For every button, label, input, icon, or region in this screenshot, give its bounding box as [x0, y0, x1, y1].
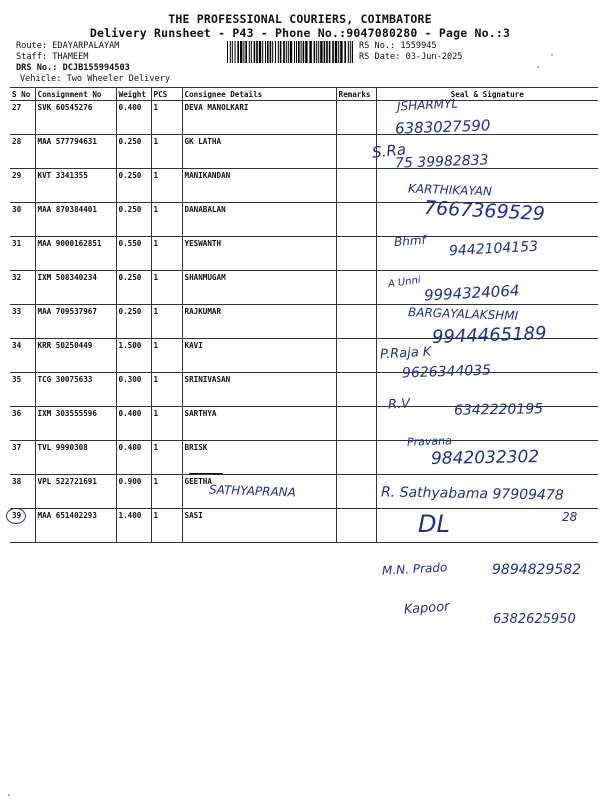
table-row [10, 101, 598, 135]
cell-weight: 0.250 [116, 305, 151, 339]
handwritten-phone: 9842032302 [430, 447, 540, 469]
cell-consignee: MANIKANDAN [182, 169, 336, 203]
cell-sno: 34 [10, 339, 35, 373]
cell-consignee: RAJKUMAR [182, 305, 336, 339]
handwritten-signature: JSHARMYL [396, 96, 459, 114]
cell-consignment: MAA 709537967 [35, 305, 116, 339]
cell-sno: 36 [10, 407, 35, 441]
handwritten-phone: 28 [562, 510, 578, 524]
handwritten-signature: R.V [387, 396, 411, 413]
cell-remarks [336, 169, 376, 203]
cell-pcs: 1 [151, 271, 182, 305]
cell-consignment: VPL 522721691 [35, 475, 116, 509]
handwritten-signature: DL [418, 510, 450, 538]
cell-pcs: 1 [151, 509, 182, 543]
header-consignee: Consignee Details [182, 88, 336, 101]
header-weight: Weight [116, 88, 151, 101]
cell-pcs: 1 [151, 203, 182, 237]
cell-sno: 32 [10, 271, 35, 305]
cell-pcs: 1 [151, 373, 182, 407]
cell-consignee: GEETHA [182, 475, 336, 509]
cell-weight: 0.250 [116, 135, 151, 169]
cell-remarks [336, 101, 376, 135]
scan-speck [8, 794, 10, 796]
cell-weight: 1.500 [116, 339, 151, 373]
cell-pcs: 1 [151, 441, 182, 475]
header-pcs: PCS [151, 88, 182, 101]
cell-remarks [336, 271, 376, 305]
cell-consignee: DANABALAN [182, 203, 336, 237]
cell-consignment: TVL 9990308 [35, 441, 116, 475]
header-consignment: Consignment No [35, 88, 116, 101]
handwritten-signature: S.Ra [371, 140, 407, 162]
handwritten-signature: M.N. Prado [381, 560, 448, 578]
cell-remarks [336, 441, 376, 475]
staff-label: Staff: THAMEEM [16, 52, 89, 62]
cell-remarks [336, 203, 376, 237]
rs-date: RS Date: 03-Jun-2025 [359, 52, 463, 62]
handwritten-phone: 75 39982833 [394, 152, 489, 172]
header-remarks: Remarks [336, 88, 376, 101]
cell-remarks [336, 339, 376, 373]
table-header-row [10, 88, 598, 101]
cell-pcs: 1 [151, 169, 182, 203]
cell-remarks [336, 305, 376, 339]
handwritten-phone: 6342220195 [453, 401, 544, 419]
cell-remarks [336, 135, 376, 169]
strike-through-mark [189, 473, 223, 474]
cell-pcs: 1 [151, 101, 182, 135]
handwritten-phone: 6382625950 [493, 612, 576, 627]
cell-weight: 0.400 [116, 441, 151, 475]
cell-consignee: SASI [182, 509, 336, 543]
handwritten-signature: Bhmf [393, 232, 427, 250]
handwritten-signature: A Unni [387, 274, 422, 291]
scan-speck [551, 54, 553, 56]
vehicle-label: Vehicle: Two Wheeler Delivery [20, 74, 171, 84]
cell-consignment: MAA 9000162851 [35, 237, 116, 271]
cell-consignee: BRISK [182, 441, 336, 475]
cell-pcs: 1 [151, 135, 182, 169]
handwritten-signature: Pravana [406, 434, 453, 449]
handwritten-phone: 6383027590 [394, 116, 491, 138]
cell-consignment: TCG 30075633 [35, 373, 116, 407]
cell-consignee: GK LATHA [182, 135, 336, 169]
cell-weight: 0.250 [116, 169, 151, 203]
cell-consignment: MAA 870384401 [35, 203, 116, 237]
cell-sno: 37 [10, 441, 35, 475]
cell-remarks [336, 373, 376, 407]
table-row [10, 135, 598, 169]
handwritten-signature: R. Sathyabama 97909478 [380, 484, 564, 504]
cell-weight: 0.300 [116, 373, 151, 407]
cell-weight: 0.250 [116, 203, 151, 237]
circle-mark [6, 508, 26, 524]
drs-label: DRS No.: DCJB155994503 [16, 63, 130, 73]
cell-consignment: IXM 508340234 [35, 271, 116, 305]
cell-pcs: 1 [151, 339, 182, 373]
cell-sno: 27 [10, 101, 35, 135]
cell-sno: 31 [10, 237, 35, 271]
cell-sno: 28 [10, 135, 35, 169]
cell-consignment: MAA 577794631 [35, 135, 116, 169]
cell-pcs: 1 [151, 407, 182, 441]
cell-sno: 29 [10, 169, 35, 203]
route-label: Route: EDAYARPALAYAM [16, 41, 120, 51]
handwritten-phone: 9626344035 [401, 362, 492, 382]
handwritten-phone: 9994324064 [423, 281, 520, 305]
cell-weight: 0.250 [116, 271, 151, 305]
cell-sno: 35 [10, 373, 35, 407]
cell-remarks [336, 509, 376, 543]
handwritten-phone: 9894829582 [492, 562, 582, 578]
handwritten-signature: P.Raja K [379, 344, 432, 363]
cell-sno: 38 [10, 475, 35, 509]
handwritten-phone: 7667369529 [423, 196, 546, 226]
header-sno: S No [10, 88, 35, 101]
cell-weight: 0.400 [116, 407, 151, 441]
cell-remarks [336, 407, 376, 441]
cell-consignment: SVK 60545276 [35, 101, 116, 135]
cell-weight: 0.400 [116, 101, 151, 135]
cell-weight: 0.900 [116, 475, 151, 509]
cell-consignee: DEVA MANOLKARI [182, 101, 336, 135]
cell-sno: 33 [10, 305, 35, 339]
cell-sno: 39 [10, 509, 35, 543]
table-row [10, 509, 598, 543]
cell-consignment: IXM 303555596 [35, 407, 116, 441]
cell-consignee: SHANMUGAM [182, 271, 336, 305]
handwritten-signature: KARTHIKAYAN [407, 181, 493, 199]
cell-consignment: MAA 651402293 [35, 509, 116, 543]
cell-pcs: 1 [151, 237, 182, 271]
cell-weight: 1.400 [116, 509, 151, 543]
cell-consignee: SARTHYA [182, 407, 336, 441]
header-signature: Seal & Signature [376, 88, 598, 101]
cell-pcs: 1 [151, 305, 182, 339]
scan-speck [537, 66, 539, 68]
handwritten-signature: BARGAYALAKSHMI [407, 305, 519, 323]
handwritten-signature: Kapoor [403, 599, 451, 618]
cell-pcs: 1 [151, 475, 182, 509]
cell-sno: 30 [10, 203, 35, 237]
handwritten-consignee-name: SATHYAPRANA [208, 482, 297, 500]
rs-number: RS No.: 1559945 [359, 41, 437, 51]
cell-consignee: YESWANTH [182, 237, 336, 271]
cell-weight: 0.550 [116, 237, 151, 271]
table-row [10, 169, 598, 203]
barcode-image [227, 41, 353, 63]
cell-remarks [336, 237, 376, 271]
cell-consignee: SRINIVASAN [182, 373, 336, 407]
cell-consignee: KAVI [182, 339, 336, 373]
cell-consignment: KVT 3341355 [35, 169, 116, 203]
company-title: THE PROFESSIONAL COURIERS, COIMBATORE [168, 12, 432, 26]
cell-consignment: KRR 50250449 [35, 339, 116, 373]
handwritten-phone: 9944465189 [431, 323, 547, 348]
cell-remarks [336, 475, 376, 509]
handwritten-phone: 9442104153 [448, 238, 539, 260]
runsheet-subtitle: Delivery Runsheet - P43 - Phone No.:9047080280 - Page No.:3 [89, 26, 511, 40]
